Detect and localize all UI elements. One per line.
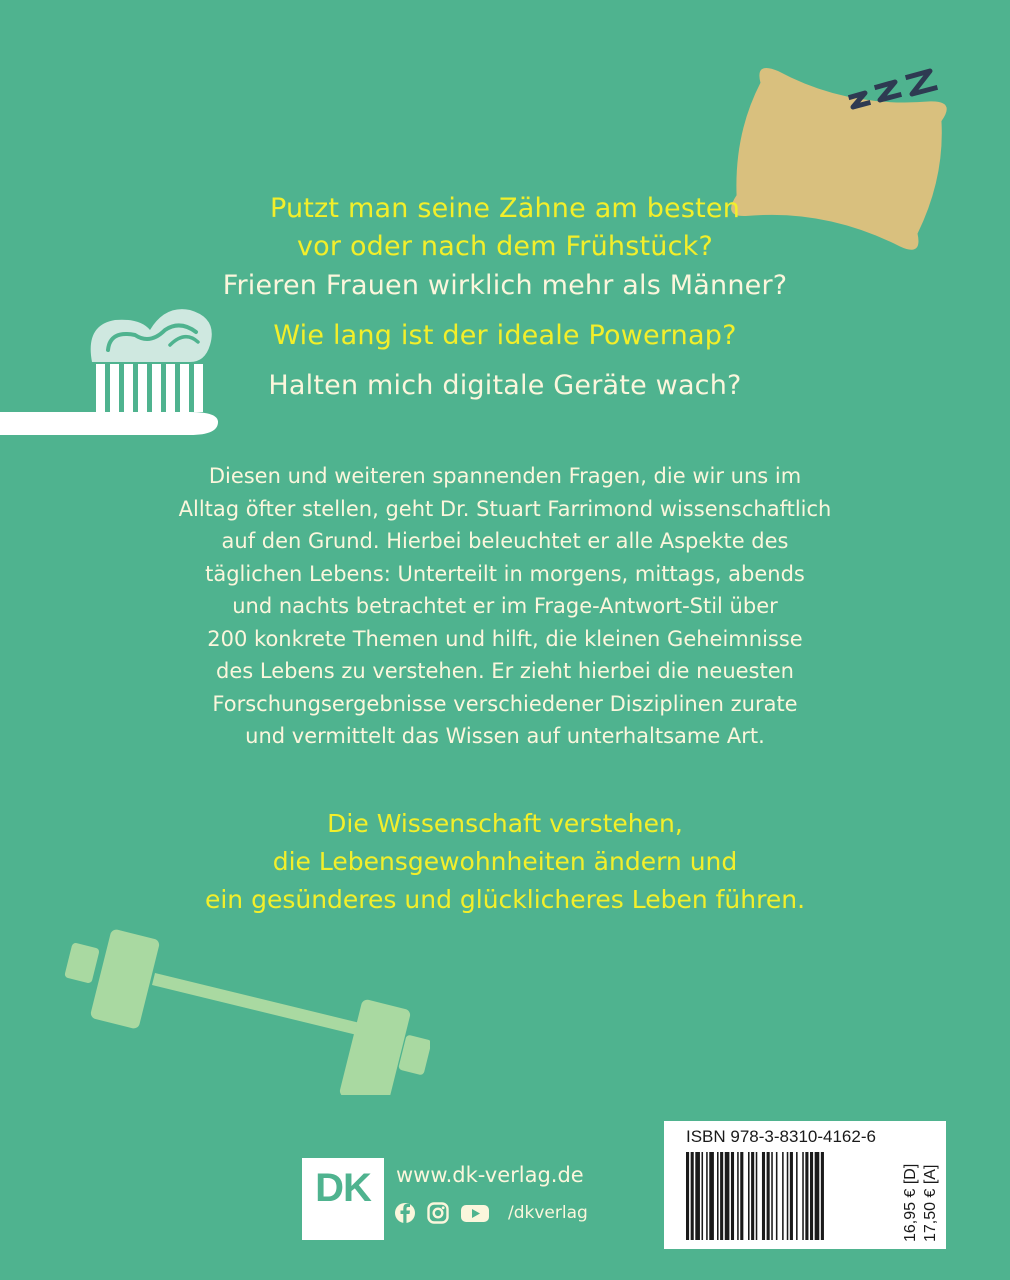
- barcode: [686, 1152, 866, 1240]
- barcode-bar: [810, 1152, 813, 1240]
- barcode-bar: [815, 1152, 820, 1240]
- tagline-line: die Lebensgewohnheiten ändern und: [272, 847, 738, 876]
- facebook-icon[interactable]: [394, 1198, 416, 1228]
- barcode-bar: [709, 1152, 714, 1240]
- barcode-bar: [720, 1152, 723, 1240]
- barcode-bar: [782, 1152, 784, 1240]
- tagline-line: Die Wissenschaft verstehen,: [327, 809, 683, 838]
- barcode-bar: [737, 1152, 739, 1240]
- question-2: [0, 267, 1010, 305]
- description-line: und nachts betrachtet er im Frage-Antwort-Stil über: [232, 594, 778, 618]
- description-line: auf den Grund. Hierbei beleuchtet er alle Aspekte des: [221, 529, 789, 553]
- toothbrush-icon: [0, 290, 230, 440]
- barcode-bar: [767, 1152, 770, 1240]
- barcode-bar: [725, 1152, 730, 1240]
- question-3-line-1: Wie lang ist der ideale Powernap?: [273, 320, 737, 351]
- tagline-line: ein gesünderes und glücklicheres Leben führen.: [204, 885, 806, 914]
- zzz-icon: [851, 71, 935, 107]
- barcode-bar: [731, 1152, 734, 1240]
- dumbbell-icon: [60, 915, 430, 1095]
- barcode-bar: [796, 1152, 798, 1240]
- question-1-line-1: Putzt man seine Zähne am besten: [269, 193, 741, 224]
- website-link[interactable]: www.dk-verlag.de: [396, 1163, 584, 1187]
- description-line: Alltag öfter stellen, geht Dr. Stuart Farrimond wissenschaftlich: [178, 496, 832, 521]
- barcode-bar: [756, 1152, 758, 1240]
- instagram-icon[interactable]: [426, 1198, 450, 1228]
- description-line: und vermittelt das Wissen auf unterhaltsame Art.: [245, 724, 765, 748]
- dk-logo-text: DK: [315, 1166, 371, 1210]
- barcode-bar: [740, 1152, 743, 1240]
- barcode-bar: [787, 1152, 789, 1240]
- barcode-bar: [686, 1152, 689, 1240]
- isbn-text: ISBN 978-3-8310-4162-6: [686, 1127, 876, 1146]
- description-line: Diesen und weiteren spannenden Fragen, die wir uns im: [208, 464, 802, 488]
- description-line: Forschungsergebnisse verschiedener Disziplinen zurate: [212, 691, 798, 716]
- barcode-bar: [717, 1152, 719, 1240]
- social-handle[interactable]: /dkverlag: [508, 1203, 588, 1223]
- barcode-bar: [821, 1152, 824, 1240]
- question-1: [0, 190, 1010, 266]
- description-line: des Lebens zu verstehen. Er zieht hierbei die neuesten: [216, 659, 794, 683]
- youtube-icon[interactable]: [460, 1198, 490, 1228]
- dk-logo: [302, 1158, 384, 1240]
- barcode-bar: [748, 1152, 750, 1240]
- barcode-bar: [771, 1152, 773, 1240]
- barcode-bar: [805, 1152, 808, 1240]
- barcode-bar: [776, 1152, 778, 1240]
- barcode-bar: [751, 1152, 754, 1240]
- question-4-line-1: Halten mich digitale Geräte wach?: [268, 370, 742, 401]
- barcode-bar: [695, 1152, 700, 1240]
- barcode-bar: [702, 1152, 704, 1240]
- barcode-bar: [802, 1152, 804, 1240]
- barcode-bar: [762, 1152, 765, 1240]
- question-3: [0, 317, 1010, 355]
- barcode-bar: [706, 1152, 708, 1240]
- barcode-bar: [790, 1152, 793, 1240]
- tagline: [0, 805, 1010, 919]
- question-2-line-1: Frieren Frauen wirklich mehr als Männer?: [222, 270, 788, 301]
- description-text: [150, 460, 860, 753]
- barcode-bar: [691, 1152, 694, 1240]
- price-at: 17,50 € [A]: [922, 1164, 939, 1242]
- description-line: täglichen Lebens: Unterteilt in morgens, mittags, abends: [205, 561, 805, 586]
- price-de: 16,95 € [D]: [902, 1163, 919, 1242]
- description-line: 200 konkrete Themen und hilft, die kleinen Geheimnisse: [207, 626, 803, 651]
- question-4: [0, 367, 1010, 405]
- question-1-line-2: vor oder nach dem Frühstück?: [296, 231, 714, 262]
